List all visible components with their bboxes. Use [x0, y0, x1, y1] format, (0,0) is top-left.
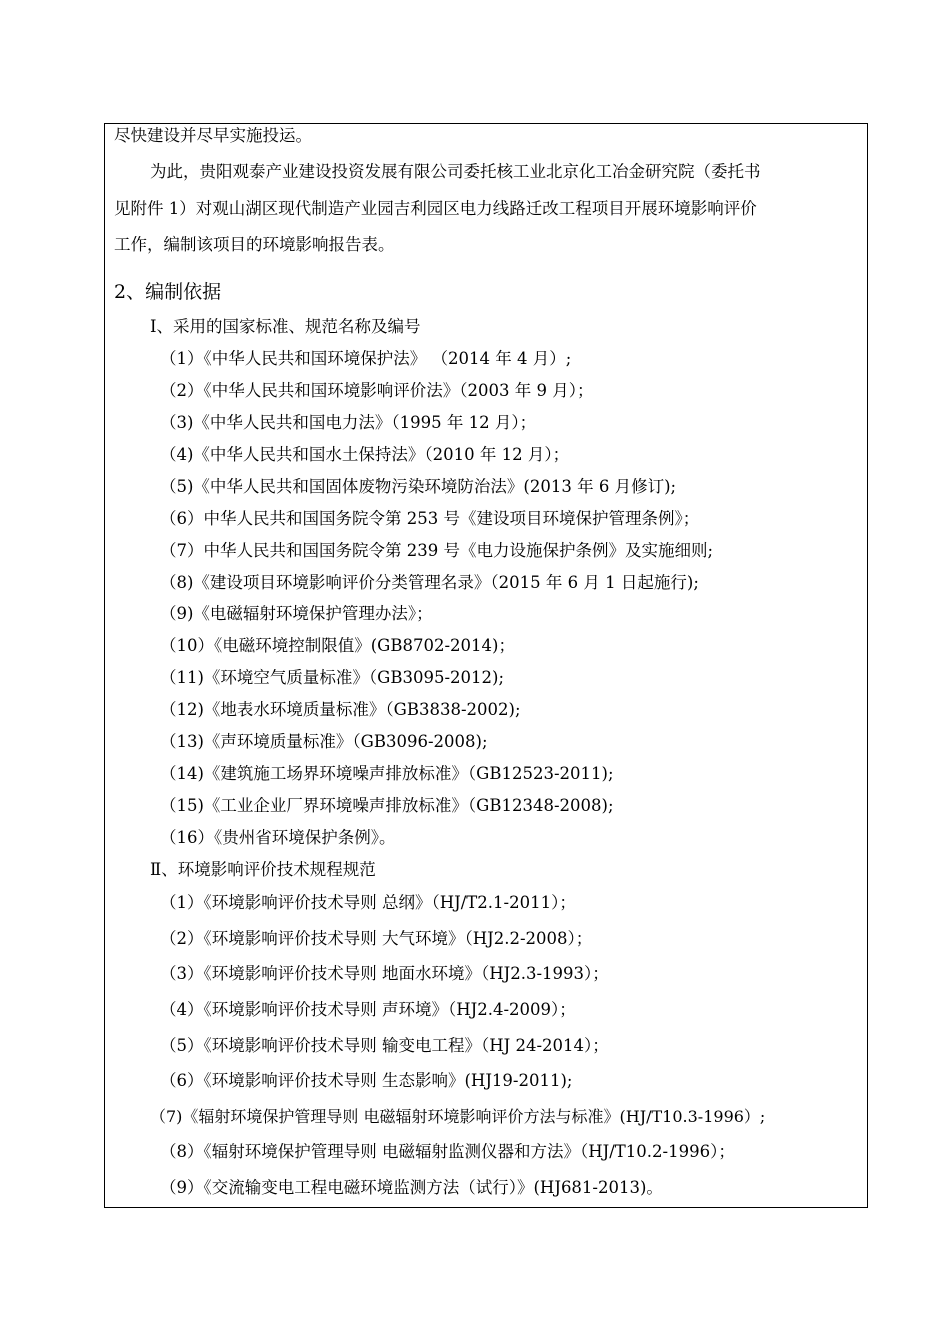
list-item: （12)《地表水环境质量标准》（GB3838-2002); [160, 700, 521, 719]
list-item: （7)《辐射环境保护管理导则 电磁辐射环境影响评价方法与标准》(HJ/T10.3-1996）; [150, 1107, 766, 1126]
list-item: （6）中华人民共和国国务院令第 253 号《建设项目环境保护管理条例》； [160, 509, 700, 528]
list-item: （15)《工业企业厂界环境噪声排放标准》（GB12348-2008); [160, 796, 614, 815]
part1-title: Ⅰ、采用的国家标准、规范名称及编号 [150, 317, 421, 336]
intro-line-1: 尽快建设并尽早实施投运。 [114, 126, 312, 145]
list-item: （4)《中华人民共和国水土保持法》（2010 年 12 月）； [160, 445, 570, 464]
list-item: （5）《环境影响评价技术导则 输变电工程》（HJ 24-2014）； [160, 1036, 609, 1055]
list-item: （14)《建筑施工场界环境噪声排放标准》（GB12523-2011); [160, 764, 614, 783]
list-item: （4）《环境影响评价技术导则 声环境》（HJ2.4-2009）； [160, 1000, 576, 1019]
list-item: （2）《中华人民共和国环境影响评价法》（2003 年 9 月）； [160, 381, 594, 400]
part2-title: Ⅱ、环境影响评价技术规程规范 [150, 860, 376, 879]
list-item: （1）《中华人民共和国环境保护法》 （2014 年 4 月）; [160, 349, 572, 368]
intro-line-3: 见附件 1）对观山湖区现代制造产业园吉利园区电力线路迁改工程项目开展环境影响评价 [114, 199, 757, 218]
list-item: （3）《环境影响评价技术导则 地面水环境》（HJ2.3-1993）； [160, 964, 609, 983]
list-item: （16）《贵州省环境保护条例》。 [160, 828, 396, 847]
list-item: （10）《电磁环境控制限值》(GB8702-2014)； [160, 636, 515, 655]
list-item: （11)《环境空气质量标准》（GB3095-2012); [160, 668, 505, 687]
list-item: （13)《声环境质量标准》（GB3096-2008); [160, 732, 488, 751]
list-item: （1）《环境影响评价技术导则 总纲》（HJ/T2.1-2011）； [160, 893, 576, 912]
list-item: （6）《环境影响评价技术导则 生态影响》(HJ19-2011); [160, 1071, 573, 1090]
intro-line-2: 为此，贵阳观泰产业建设投资发展有限公司委托核工业北京化工冶金研究院（委托书 [150, 162, 761, 181]
list-item: （5)《中华人民共和国固体废物污染环境防治法》(2013 年 6 月修订); [160, 477, 677, 496]
list-item: （9)《电磁辐射环境保护管理办法》； [160, 604, 433, 623]
list-item: （3)《中华人民共和国电力法》（1995 年 12 月）； [160, 413, 537, 432]
intro-line-4: 工作，编制该项目的环境影响报告表。 [114, 235, 395, 254]
list-item: （9）《交流输变电工程电磁环境监测方法（试行）》(HJ681-2013)。 [160, 1178, 663, 1197]
list-item: （8）《辐射环境保护管理导则 电磁辐射监测仪器和方法》（HJ/T10.2-1996）； [160, 1142, 735, 1161]
list-item: （7）中华人民共和国国务院令第 239 号《电力设施保护条例》及实施细则; [160, 541, 714, 560]
list-item: （8)《建设项目环境影响评价分类管理名录》（2015 年 6 月 1 日起施行); [160, 573, 699, 592]
section-heading: 2、编制依据 [114, 281, 222, 303]
list-item: （2）《环境影响评价技术导则 大气环境》（HJ2.2-2008）； [160, 929, 593, 948]
